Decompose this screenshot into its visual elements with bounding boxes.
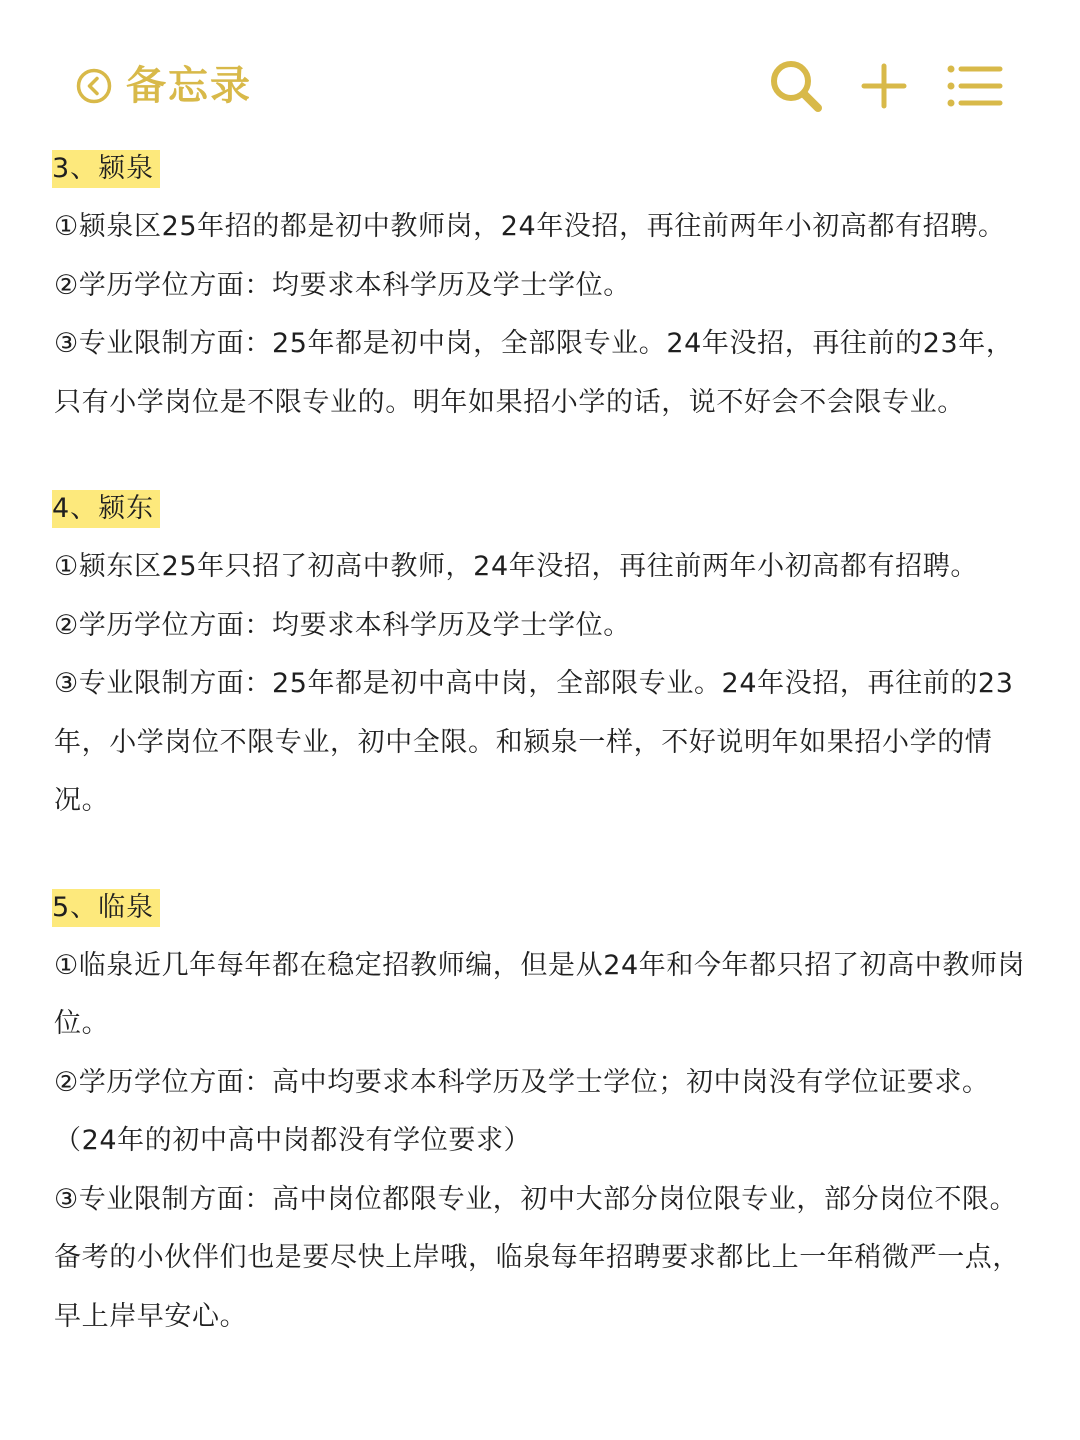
- list-icon: [944, 56, 1004, 116]
- back-button[interactable]: [76, 58, 252, 114]
- paragraph: ①颍东区25年只招了初高中教师，24年没招，再往前两年小初高都有招聘。: [54, 551, 978, 582]
- chevron-left-circle-icon: [76, 68, 112, 104]
- section-heading: 3、颍泉: [52, 150, 160, 188]
- section-heading: 4、颍东: [52, 490, 160, 528]
- add-note-button[interactable]: [854, 56, 914, 116]
- paragraph: ②学历学位方面：均要求本科学历及学士学位。: [54, 269, 631, 301]
- plus-icon: [854, 56, 914, 116]
- note-body: [54, 150, 1034, 1346]
- paragraph: ②学历学位方面：均要求本科学历及学士学位。: [54, 609, 631, 641]
- section-yingdong: [54, 490, 1034, 831]
- paragraph: ③专业限制方面：25年都是初中高中岗，全部限专业。24年没招，再往前的23年，小学岗位不限专业，初中全限。和颍泉一样，不好说明年如果招小学的情况。: [54, 668, 1014, 816]
- app-title: 备忘录: [126, 63, 252, 109]
- paragraph: ③专业限制方面：25年都是初中岗，全部限专业。24年没招，再往前的23年，只有小学岗位是不限专业的。明年如果招小学的话，说不好会不会限专业。: [54, 328, 1014, 418]
- section-heading: 5、临泉: [52, 889, 160, 927]
- paragraph: ③专业限制方面：高中岗位都限专业，初中大部分岗位限专业，部分岗位不限。备考的小伙伴们也是要尽快上岸哦，临泉每年招聘要求都比上一年稍微严一点，早上岸早安心。: [54, 1183, 1020, 1332]
- paragraph: ①颍泉区25年招的都是初中教师岗，24年没招，再往前两年小初高都有招聘。: [54, 211, 1006, 242]
- section-yingquan: [54, 150, 1034, 432]
- paragraph: ①临泉近几年每年都在稳定招教师编，但是从24年和今年都只招了初高中教师岗位。: [54, 949, 1026, 1039]
- section-linquan: [54, 889, 1034, 1347]
- list-menu-button[interactable]: [944, 56, 1004, 116]
- paragraph: ②学历学位方面：高中均要求本科学历及学士学位；初中岗没有学位证要求。（24年的初中高中岗都没有学位要求）: [54, 1066, 990, 1156]
- search-button[interactable]: [766, 56, 826, 116]
- top-bar: [0, 0, 1080, 170]
- search-icon: [766, 56, 826, 116]
